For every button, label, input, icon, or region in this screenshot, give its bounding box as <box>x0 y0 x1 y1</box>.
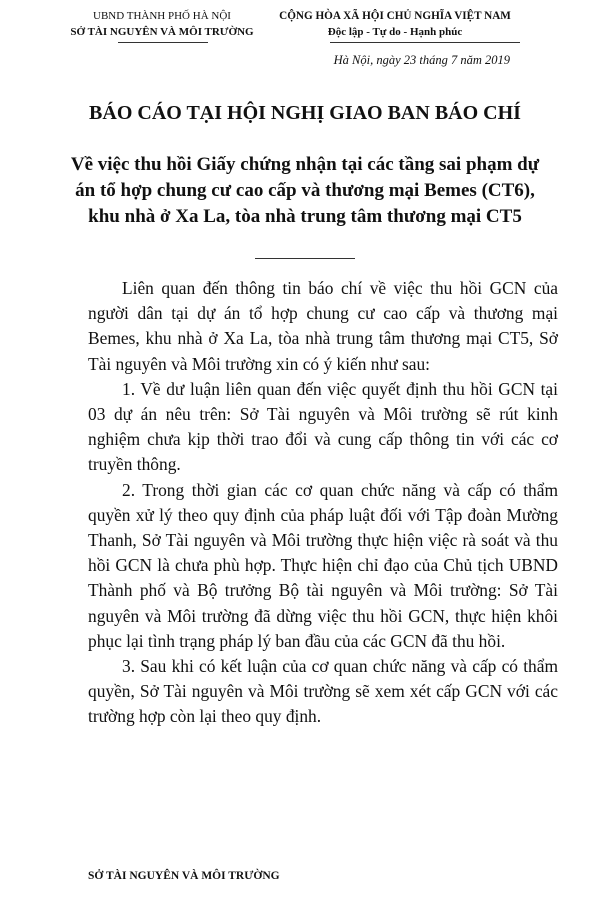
agency-parent: UBND THÀNH PHỐ HÀ NỘI <box>93 10 231 22</box>
signature-block: SỞ TÀI NGUYÊN VÀ MÔI TRƯỜNG <box>88 870 280 882</box>
nation-name: CỘNG HÒA XÃ HỘI CHỦ NGHĨA VIỆT NAM <box>279 10 511 22</box>
paragraph-intro: Liên quan đến thông tin báo chí về việc thu hồi GCN của người dân tại dự án tổ hợp chung cư cao cấp và thương mại Bemes, khu nhà ở Xa La, tòa nhà trung tâm thương mại CT5, Sở Tài nguyên và Môi trường xin có ý kiến như sau: <box>88 278 558 374</box>
national-motto: Độc lập - Tự do - Hạnh phúc <box>327 26 463 38</box>
title-divider <box>255 258 355 259</box>
agency-underline <box>118 42 208 43</box>
agency-name: SỞ TÀI NGUYÊN VÀ MÔI TRƯỜNG <box>70 26 254 38</box>
paragraph-item-1: 1. Về dư luận liên quan đến việc quyết định thu hồi GCN tại 03 dự án nêu trên: Sở Tài nguyên và Môi trường sẽ rút kinh nghiệm chưa kịp thời trao đổi và cung cấp thông tin với các cơ truyền thông. <box>88 378 558 475</box>
document-title: BÁO CÁO TẠI HỘI NGHỊ GIAO BAN BÁO CHÍ <box>89 102 521 124</box>
issuing-agency <box>62 8 262 40</box>
motto-underline <box>330 42 520 43</box>
national-heading <box>250 8 540 40</box>
document-subtitle: Về việc thu hồi Giấy chứng nhận tại các tầng sai phạm dự án tổ hợp chung cư cao cấp và thương mại Bemes (CT6), khu nhà ở Xa La, tòa nhà trung tâm thương mại CT5 <box>70 154 540 227</box>
document-date: Hà Nội, ngày 23 tháng 7 năm 2019 <box>333 53 510 67</box>
paragraph-item-3: 3. Sau khi có kết luận của cơ quan chức năng và cấp có thẩm quyền, Sở Tài nguyên và Môi trường sẽ xem xét cấp GCN với các trường hợp còn lại theo quy định. <box>88 656 558 727</box>
document-body <box>88 276 558 730</box>
paragraph-item-2: 2. Trong thời gian các cơ quan chức năng và cấp có thẩm quyền xử lý theo quy định của pháp luật đối với Tập đoàn Mường Thanh, Sở Tài nguyên và Môi trường thực hiện việc rà soát và thu hồi GCN là chưa phù hợp. Thực hiện chỉ đạo của Chủ tịch UBND Thành phố và Bộ trưởng Bộ tài nguyên và Môi trường: Sở Tài nguyên và Môi trường đã dừng việc thu hồi GCN, thực hiện khôi phục lại tình trạng pháp lý ban đầu của các GCN đã thu hồi. <box>88 479 558 651</box>
